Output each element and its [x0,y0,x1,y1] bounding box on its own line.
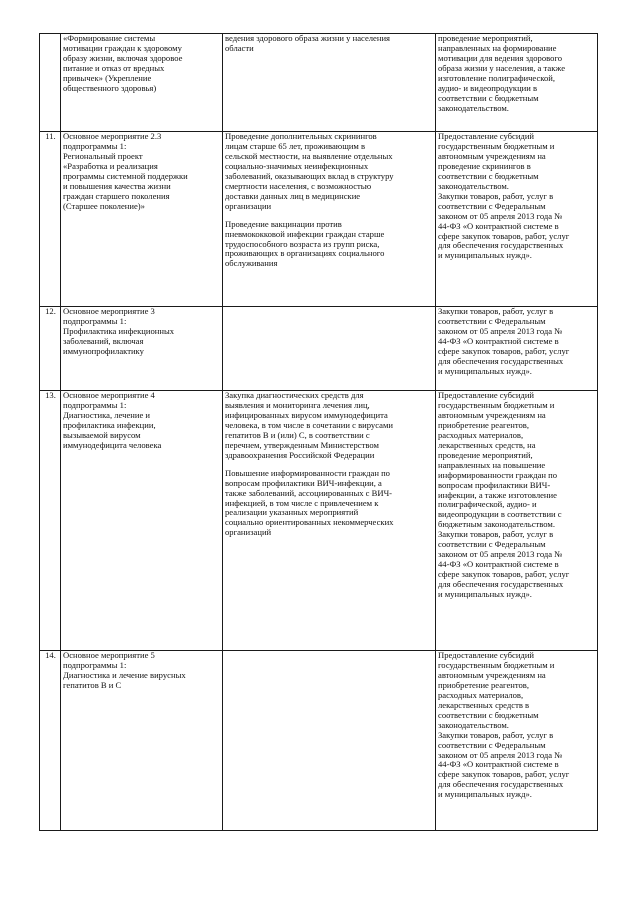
mechanism-cell [436,391,598,651]
activity-text: ведения здорового образа жизни у населения области [225,33,391,53]
measure-name-cell [61,651,223,831]
row-number: 13. [40,391,61,651]
row-number: 14. [40,651,61,831]
mechanism-cell [436,307,598,391]
mechanism-cell [436,651,598,831]
table-row [40,651,598,831]
measures-table [39,33,598,831]
activity-cell [223,34,436,132]
activity-cell [223,132,436,307]
mechanism-text: Закупки товаров, работ, услуг в соответствии с Федеральным законом от 05 апреля 2013 года № 44-ФЗ «О контрактной системе в сфере закупок товаров, работ, услуг для обеспечения государственных и муниципальных нужд». [438,306,570,376]
table-row [40,34,598,132]
activity-cell [223,307,436,391]
activity-text: Закупка диагностических средств для выявления и мониторинга лечения лиц, инфицированных вирусом иммунодефицита человека, в том числе в сочетании с вирусами гепатитов В и (или) С, в соответствии с перечнем, утвержденным Министерством здравоохранения Российской Федерации [225,390,393,460]
measure-name-cell [61,132,223,307]
mechanism-text: Предоставление субсидий государственным бюджетным и автономным учреждениям на проведение скринингов в соответствии с бюджетным законодательством. Закупки товаров, работ, услуг в соответствии с Федеральным законом от 05 апреля 2013 года № 44-ФЗ «О контрактной системе в сфере закупок товаров, работ, услуг для обеспечения государственных и муниципальных нужд». [438,131,570,261]
table-row [40,391,598,651]
measure-name-cell [61,34,223,132]
table-row [40,132,598,307]
activity-text-2: Проведение вакцинации против пневмококковой инфекции граждан старше трудоспособного возраста из групп риска, проживающих в организациях социального обслуживания [225,218,385,269]
activity-text-2: Повышение информированности граждан по вопросам профилактики ВИЧ-инфекции, а также заболеваний, ассоциированных с ВИЧ- инфекцией, в том числе с привлечением к реализации указанных мероприятий социально ориентированных некоммерческих организаций [225,467,394,538]
measure-name: Основное мероприятие 5 подпрограммы 1: Диагностика и лечение вирусных гепатитов В и С [63,650,186,690]
measure-name: Основное мероприятие 4 подпрограммы 1: Диагностика, лечение и профилактика инфекции, вызываемой вирусом иммунодефицита человека [63,390,162,450]
mechanism-cell [436,34,598,132]
mechanism-text: проведение мероприятий, направленных на формирование мотивации для ведения здорового образа жизни у населения, а также изготовление полиграфической, аудио- и видеопродукции в соответствии с бюджетным законодательством. [438,33,566,113]
measure-name: «Формирование системы мотивации граждан к здоровому образу жизни, включая здоровое питание и отказ от вредных привычек» (Укрепление общественного здоровья) [63,33,183,93]
activity-cell [223,391,436,651]
activity-text: Проведение дополнительных скринингов лицам старше 65 лет, проживающим в сельской местности, на выявление отдельных социально-значимых неинфекционных заболеваний, оказывающих вклад в структуру смертности населения, с возможностью доставки данных лиц в медицинские организации [225,131,394,211]
measure-name: Основное мероприятие 3 подпрограммы 1: Профилактика инфекционных заболеваний, включая иммунопрофилактику [63,306,175,356]
measure-name-cell [61,391,223,651]
activity-cell [223,651,436,831]
mechanism-text: Предоставление субсидий государственным бюджетным и автономным учреждениям на приобретение реагентов, расходных материалов, лекарственных средств, на проведение мероприятий, направленных на повышение информированности граждан по вопросам профилактики ВИЧ- инфекции, а также изготовление полиграфической, аудио- и видеопродукции в соответствии с бюджетным законодательством. Закупки товаров, работ, услуг в соответствии с Федеральным законом от 05 апреля 2013 года № 44-ФЗ «О контрактной системе в сфере закупок товаров, работ, услуг для обеспечения государственных и муниципальных нужд». [438,390,570,600]
mechanism-cell [436,132,598,307]
table-row [40,307,598,391]
row-number [40,34,61,132]
measure-name-cell [61,307,223,391]
row-number: 12. [40,307,61,391]
mechanism-text: Предоставление субсидий государственным бюджетным и автономным учреждениям на приобретение реагентов, расходных материалов, лекарственных средств в соответствии с бюджетным законодательством. Закупки товаров, работ, услуг в соответствии с Федеральным законом от 05 апреля 2013 года № 44-ФЗ «О контрактной системе в сфере закупок товаров, работ, услуг для обеспечения государственных и муниципальных нужд». [438,650,570,800]
row-number: 11. [40,132,61,307]
measure-name: Основное мероприятие 2.3 подпрограммы 1: Региональный проект «Разработка и реализация программы системной поддержки и повышения качества жизни граждан старшего поколения (Старшее поколение)» [63,131,188,211]
